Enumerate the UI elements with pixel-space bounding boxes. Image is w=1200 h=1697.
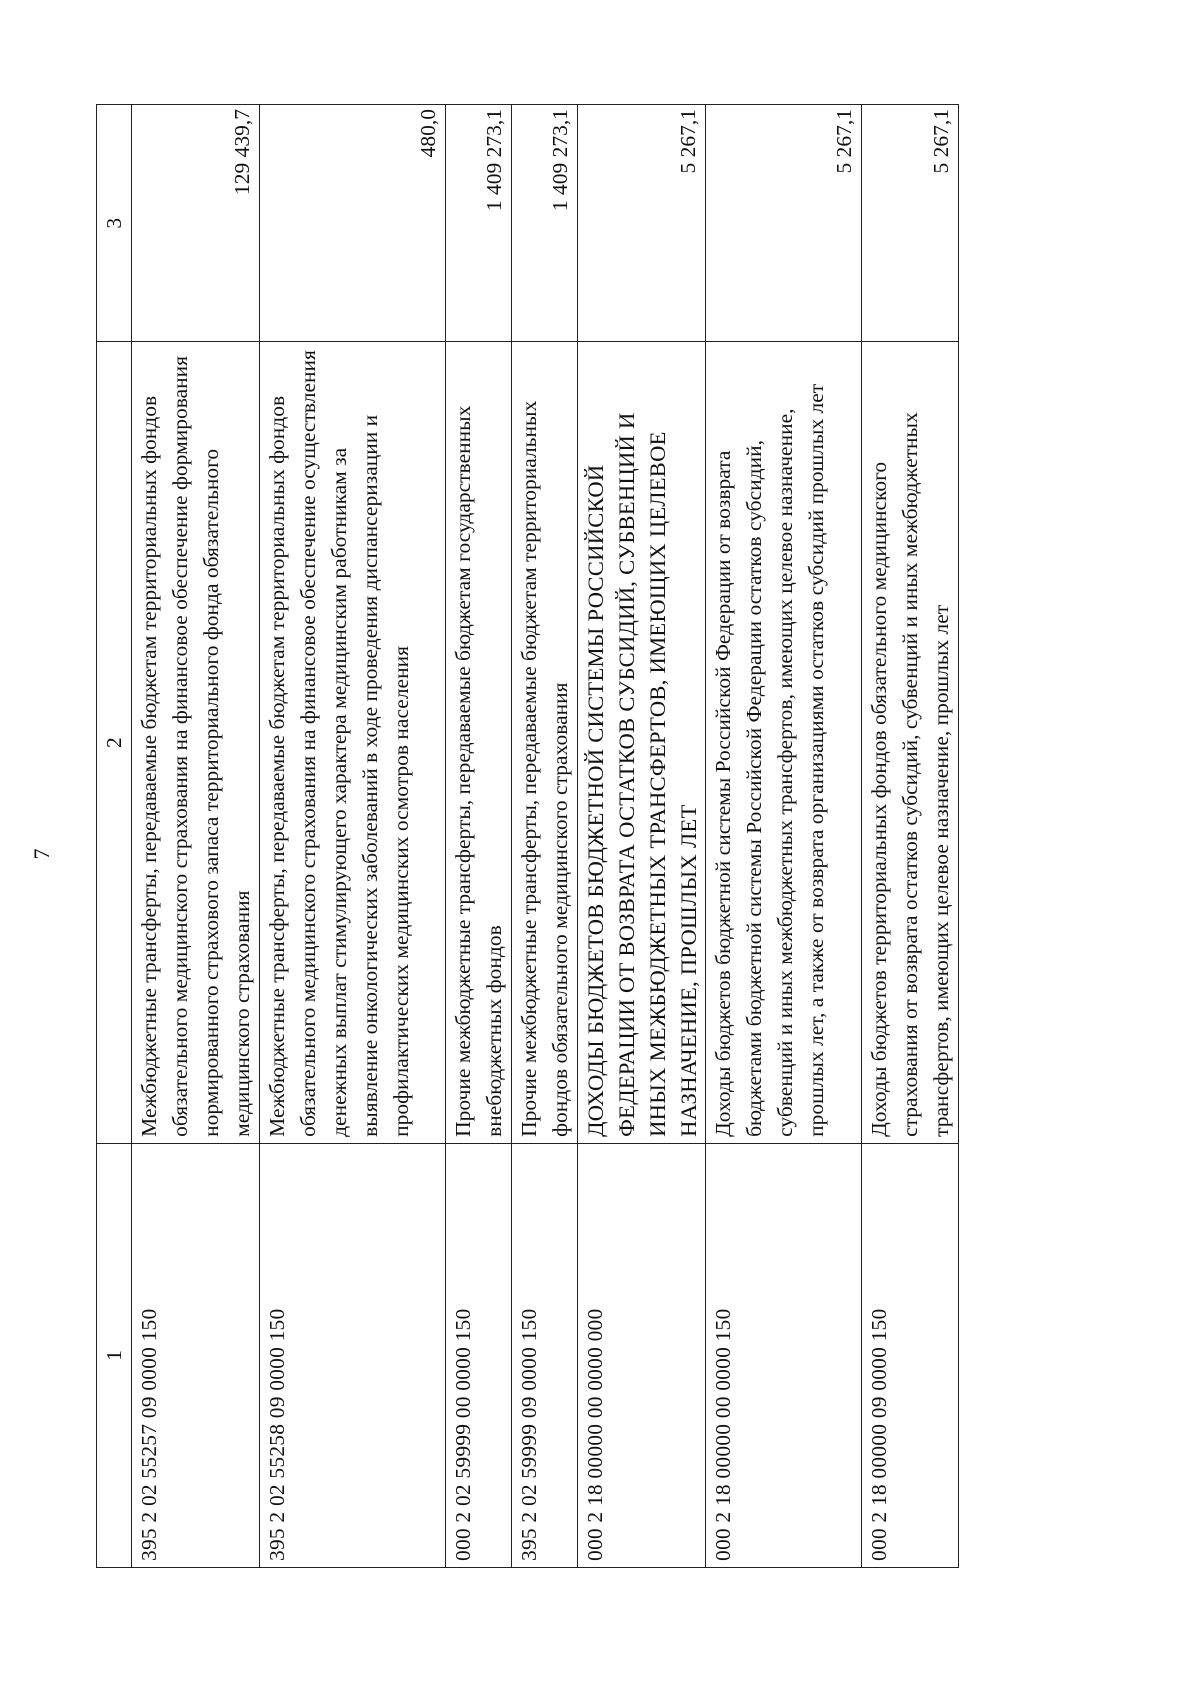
budget-code-cell: 000 2 18 00000 00 0000 150 <box>706 1143 862 1567</box>
amount-cell: 5 267,1 <box>706 105 862 342</box>
table-header-row <box>97 105 132 1568</box>
amount-cell: 480,0 <box>260 105 446 342</box>
table-row <box>512 105 578 1568</box>
revenue-table <box>96 104 959 1568</box>
budget-code-cell: 000 2 18 00000 09 0000 150 <box>862 1143 959 1567</box>
table-sheet <box>96 104 1000 1568</box>
amount-cell: 1 409 273,1 <box>446 105 512 342</box>
description-cell: Доходы бюджетов бюджетной системы Российской Федерации от возврата бюджетами бюджетной системы Российской Федерации остатков субсидий, субвенций и иных межбюджетных трансфертов, имеющих целевое назначение, прошлых лет, а также от возврата организациями остатков субсидий прошлых лет <box>706 342 862 1144</box>
description-cell: ДОХОДЫ БЮДЖЕТОВ БЮДЖЕТНОЙ СИСТЕМЫ РОССИЙСКОЙ ФЕДЕРАЦИИ ОТ ВОЗВРАТА ОСТАТКОВ СУБСИДИЙ, СУБВЕНЦИЙ И ИНЫХ МЕЖБЮДЖЕТНЫХ ТРАНСФЕРТОВ, ИМЕЮЩИХ ЦЕЛЕВОЕ НАЗНАЧЕНИЕ, ПРОШЛЫХ ЛЕТ <box>578 342 706 1144</box>
description-cell: Прочие межбюджетные трансферты, передаваемые бюджетам территориальных фондов обязательного медицинского страхования <box>512 342 578 1144</box>
column-header-3: 3 <box>97 105 132 342</box>
amount-cell: 1 409 273,1 <box>512 105 578 342</box>
table-row <box>446 105 512 1568</box>
budget-code-cell: 395 2 02 59999 09 0000 150 <box>512 1143 578 1567</box>
budget-code-cell: 000 2 18 00000 00 0000 000 <box>578 1143 706 1567</box>
budget-code-cell: 395 2 02 55258 09 0000 150 <box>260 1143 446 1567</box>
amount-cell: 5 267,1 <box>578 105 706 342</box>
description-cell: Межбюджетные трансферты, передаваемые бюджетам территориальных фондов обязательного медицинского страхования на финансовое обеспечение осуществления денежных выплат стимулирующего характера медицинским работникам за выявление онкологических заболеваний в ходе проведения диспансеризации и профилактических медицинских осмотров населения <box>260 342 446 1144</box>
column-header-2: 2 <box>97 342 132 1144</box>
amount-cell: 5 267,1 <box>862 105 959 342</box>
column-header-1: 1 <box>97 1143 132 1567</box>
table-row <box>132 105 260 1568</box>
table-row <box>260 105 446 1568</box>
description-cell: Доходы бюджетов территориальных фондов обязательного медицинского страхования от возврата остатков субсидий, субвенций и иных межбюджетных трансфертов, имеющих целевое назначение, прошлых лет <box>862 342 959 1144</box>
table-row <box>578 105 706 1568</box>
description-cell: Прочие межбюджетные трансферты, передаваемые бюджетам государственных внебюджетных фондов <box>446 342 512 1144</box>
rotated-table-container <box>96 104 1000 1568</box>
budget-code-cell: 395 2 02 55257 09 0000 150 <box>132 1143 260 1567</box>
table-row <box>862 105 959 1568</box>
page-number: 7 <box>29 848 54 860</box>
table-row <box>706 105 862 1568</box>
budget-code-cell: 000 2 02 59999 00 0000 150 <box>446 1143 512 1567</box>
description-cell: Межбюджетные трансферты, передаваемые бюджетам территориальных фондов обязательного медицинского страхования на финансовое обеспечение формирования нормированного страхового запаса территориального фонда обязательного медицинского страхования <box>132 342 260 1144</box>
amount-cell: 129 439,7 <box>132 105 260 342</box>
